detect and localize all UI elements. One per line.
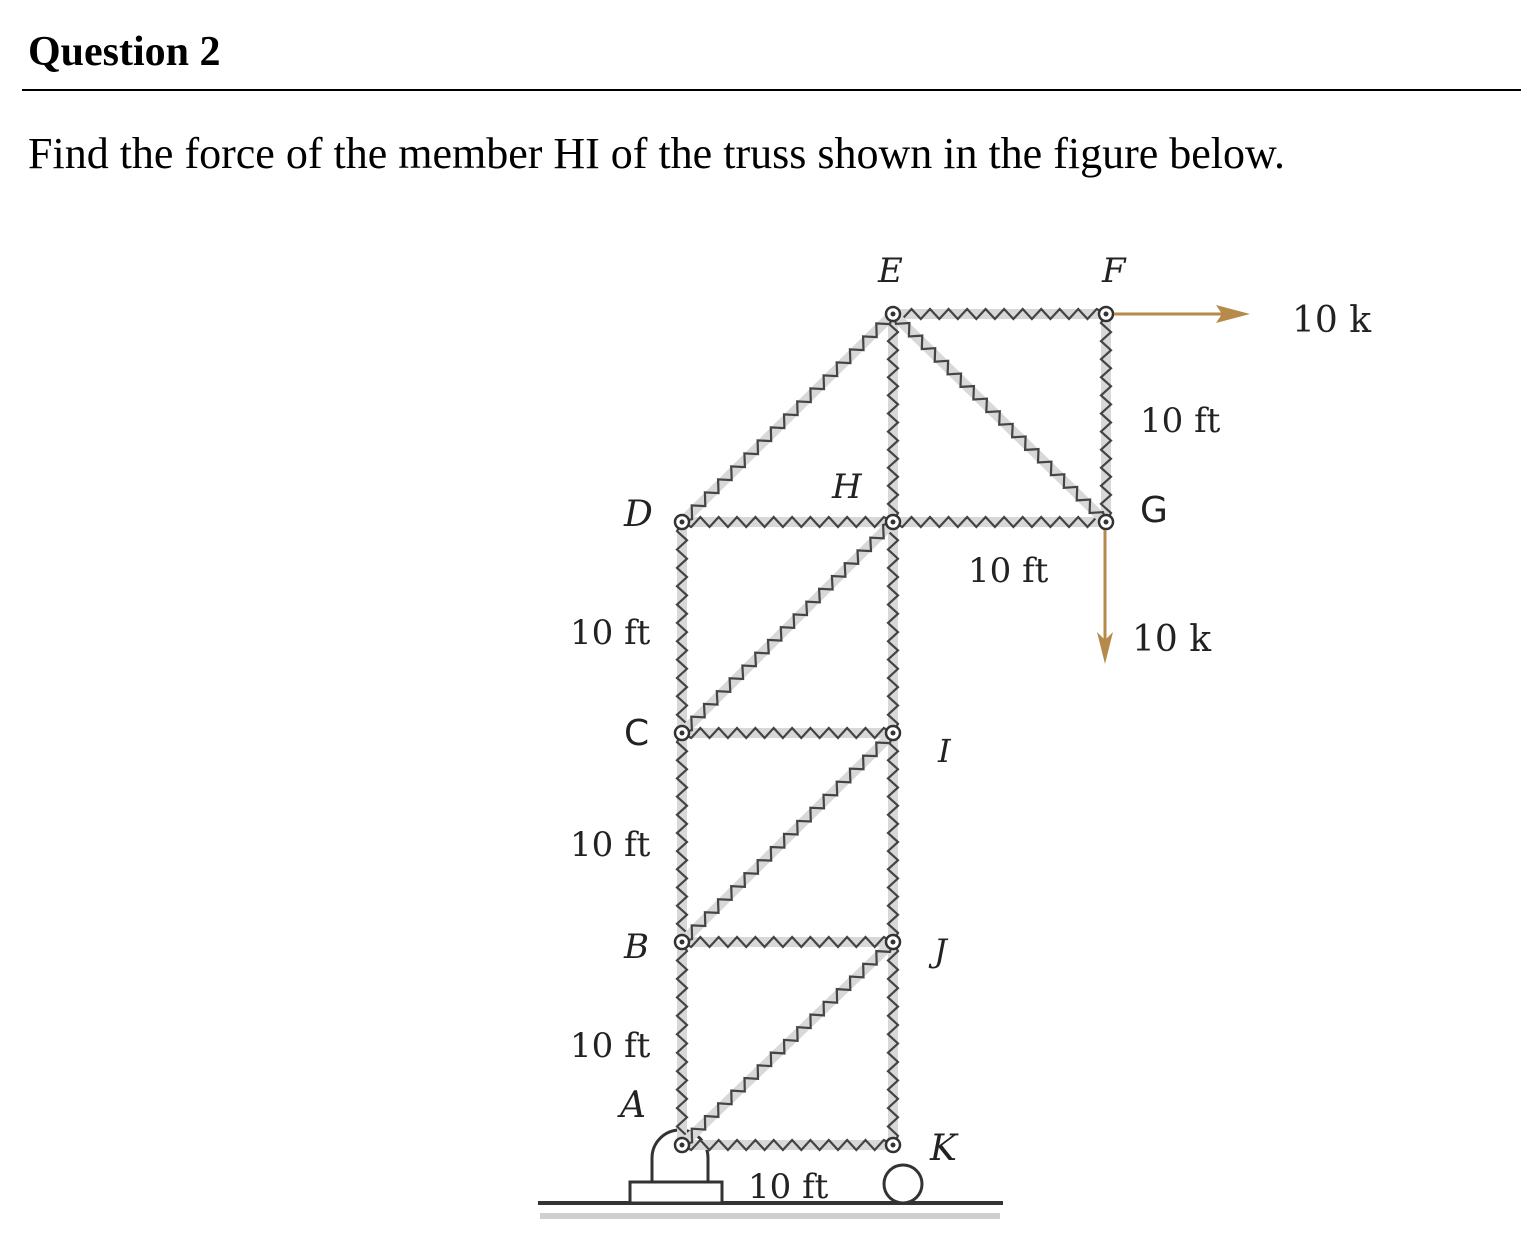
load-arrow-horizontal: [1114, 305, 1250, 323]
joint-pin-d: [680, 520, 685, 525]
joint-pin-k: [891, 1143, 896, 1148]
question-prompt: Find the force of the member HI of the truss shown in the figure below.: [28, 129, 1285, 178]
member-bi-shadow: [682, 733, 893, 942]
question-title: Question 2: [28, 29, 221, 75]
node-label-h: H: [832, 467, 862, 507]
joint-pin-h: [891, 520, 896, 525]
dimension-label-cd: 10 ft: [570, 613, 651, 653]
joint-pin-a: [680, 1143, 685, 1148]
node-label-k: K: [930, 1128, 957, 1169]
node-label-a: A: [620, 1085, 646, 1126]
load-label-vertical: 10 k: [1132, 619, 1212, 660]
joint-pin-g: [1104, 520, 1109, 525]
joint-pin-f: [1104, 312, 1109, 317]
node-label-i: I: [938, 732, 951, 770]
dimension-label-bc: 10 ft: [570, 825, 651, 865]
load-arrow-vertical: [1097, 530, 1113, 664]
node-label-b: B: [624, 927, 649, 967]
dimension-label-ak: 10 ft: [748, 1167, 829, 1207]
dimension-label-hg: 10 ft: [968, 551, 1049, 591]
node-label-j: J: [934, 932, 947, 970]
roller-support-k: [884, 1165, 922, 1203]
joint-pin-i: [891, 731, 896, 736]
node-label-c: C: [624, 713, 650, 754]
load-label-horizontal: 10 k: [1292, 300, 1372, 341]
joint-pin-e: [891, 312, 896, 317]
joint-pin-j: [891, 940, 896, 945]
node-label-g: G: [1140, 490, 1168, 531]
joint-pin-c: [680, 731, 685, 736]
joint-pin-b: [680, 940, 685, 945]
node-label-e: E: [878, 251, 903, 291]
dimension-label-fg: 10 ft: [1140, 401, 1221, 441]
node-label-f: F: [1102, 251, 1126, 291]
dimension-label-ab: 10 ft: [570, 1026, 651, 1066]
member-aj-shadow: [682, 942, 893, 1145]
node-label-d: D: [624, 494, 653, 535]
